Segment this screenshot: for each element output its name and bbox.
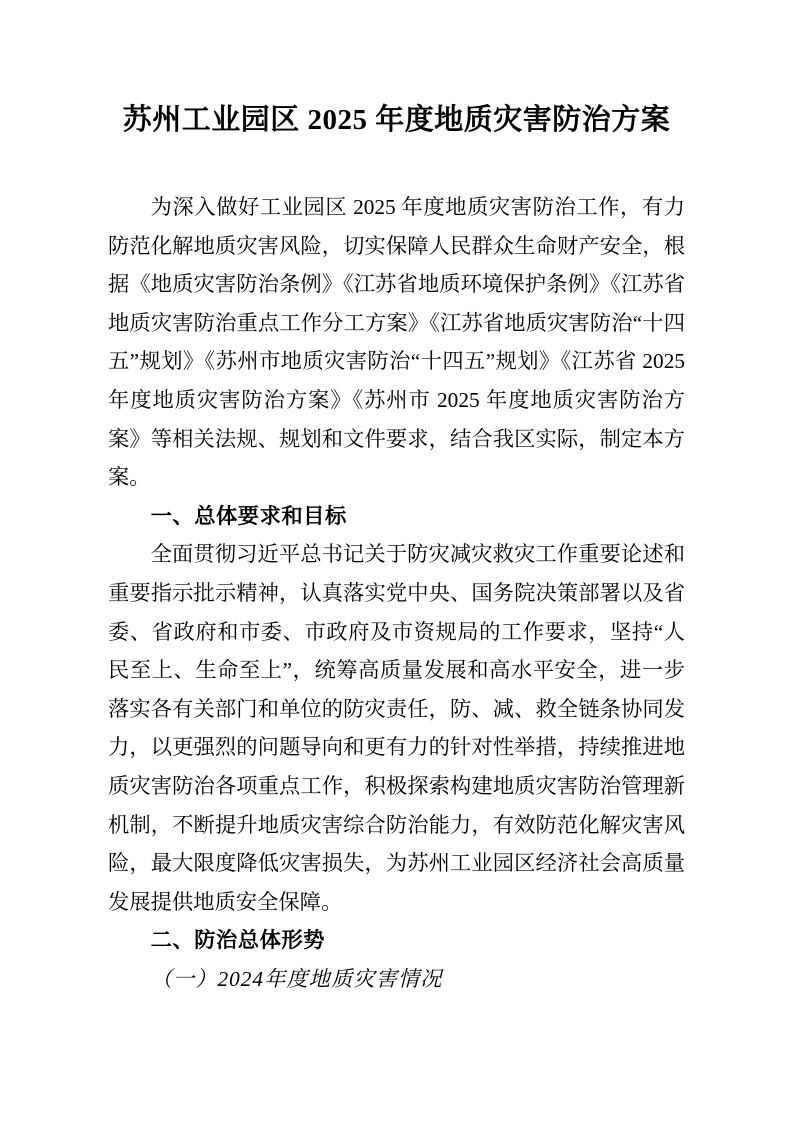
paragraph-intro: 为深入做好工业园区 2025 年度地质灾害防治工作，有力防范化解地质灾害风险，切实保障人民群众生命财产安全，根据《地质灾害防治条例》《江苏省地质环境保护条例》《江苏省地质灾害防治重点工作分工方案》《江苏省地质灾害防治“十四五”规划》《苏州市地质灾害防治“十四五”规划》《江苏省 2025 年度地质灾害防治方案》《苏州市 2025 年度地质灾害防治方案》等相关法规、规划和文件要求，结合我区实际，制定本方案。 — [108, 195, 685, 490]
section-heading-1: 一、总体要求和目标 — [150, 503, 347, 528]
subsection-heading-2024-situation: （一）2024年度地质灾害情况 — [150, 966, 443, 991]
document-title: 苏州工业园区 2025 年度地质灾害防治方案 — [122, 104, 671, 136]
section-heading-2: 二、防治总体形势 — [150, 928, 325, 953]
paragraph-overall-requirements: 全面贯彻习近平总书记关于防灾减灾救灾工作重要论述和重要指示批示精神，认真落实党中央、国务院决策部署以及省委、省政府和市委、市政府及市资规局的工作要求，坚持“人民至上、生命至上”，统筹高质量发展和高水平安全，进一步落实各有关部门和单位的防灾责任，防、减、救全链条协同发力，以更强烈的问题导向和更有力的针对性举措，持续推进地质灾害防治各项重点工作，积极探索构建地质灾害防治管理新机制，不断提升地质灾害综合防治能力，有效防范化解灾害风险，最大限度降低灾害损失，为苏州工业园区经济社会高质量发展提供地质安全保障。 — [108, 542, 685, 914]
